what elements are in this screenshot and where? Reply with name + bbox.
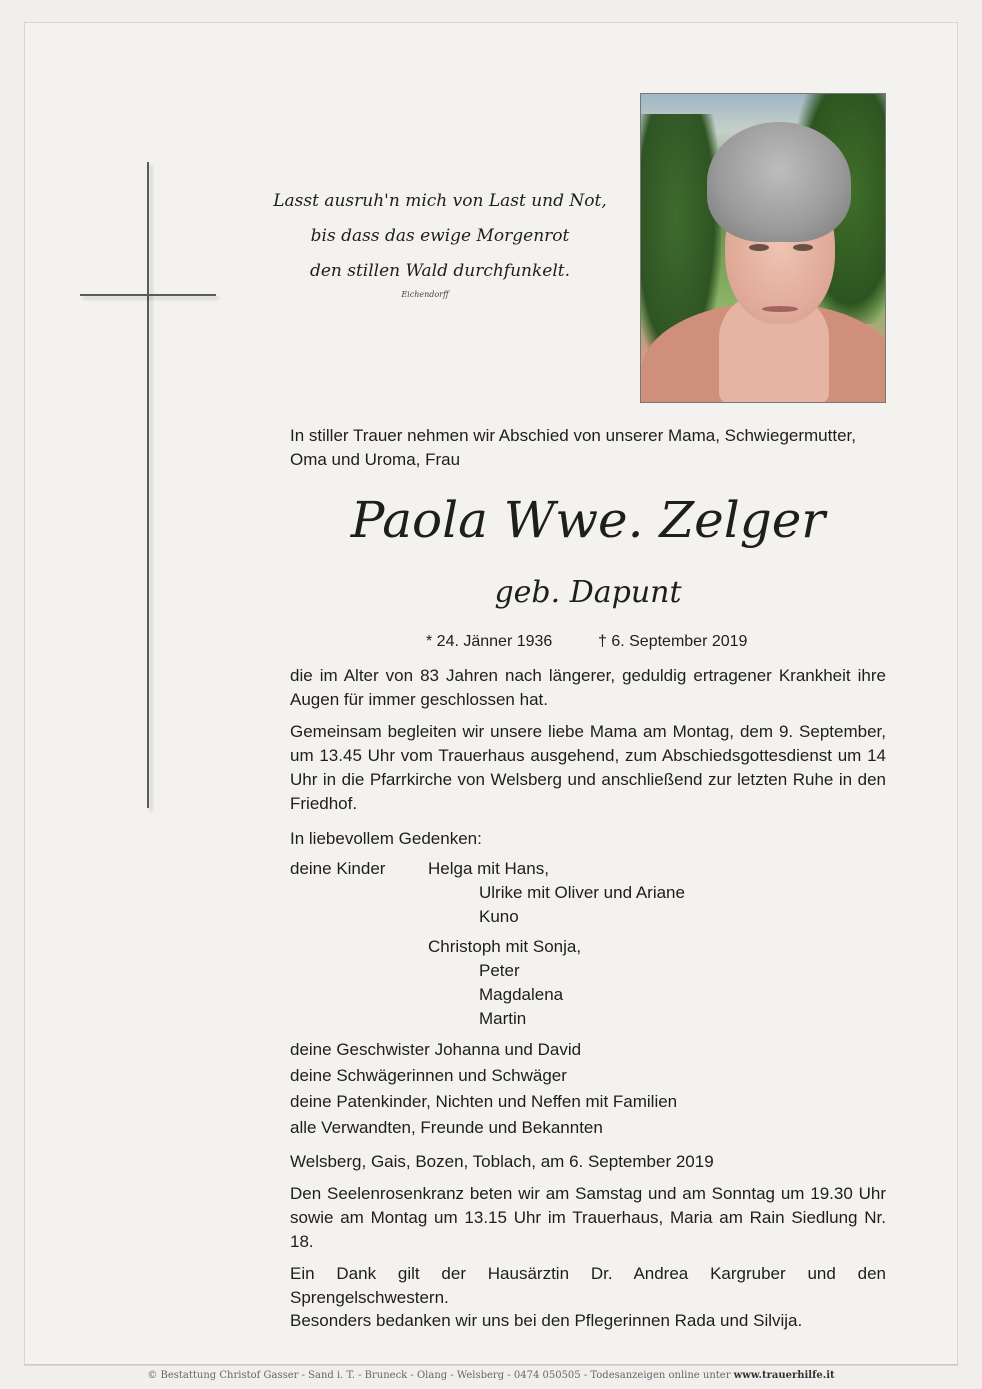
maiden-name: geb. Dapunt — [494, 575, 682, 610]
intro-text: In stiller Trauer nehmen wir Abschied von unserer Mama, Schwiegermutter, Oma und Uroma, Frau — [290, 426, 856, 469]
child-entry: Christoph mit Sonja, — [428, 937, 582, 956]
place-date: Welsberg, Gais, Bozen, Toblach, am 6. September 2019 — [290, 1152, 714, 1171]
thanks-caregivers: Besonders bedanken wir uns bei den Pflegerinnen Rada und Silvija. — [290, 1311, 803, 1330]
children-label: deine Kinder — [290, 859, 386, 878]
thanks-paragraph: Ein Dank gilt der Hausärztin Dr. Andrea Kargruber und den Sprengelschwestern. — [290, 1264, 886, 1307]
poem-quote — [270, 184, 610, 289]
footer — [0, 1370, 982, 1381]
footer-divider — [24, 1364, 958, 1365]
grandchild-entry: Magdalena — [479, 985, 564, 1004]
relatives-line: deine Geschwister Johanna und David — [290, 1040, 582, 1059]
child-entry: Helga mit Hans, — [428, 859, 549, 878]
footer-link[interactable]: www.trauerhilfe.it — [733, 1370, 835, 1381]
deceased-name: Paola Wwe. Zelger — [350, 491, 826, 549]
grandchild-entry: Peter — [479, 961, 520, 980]
quote-line: Lasst ausruh'n mich von Last und Not, — [273, 191, 607, 211]
relatives-line: alle Verwandten, Freunde und Bekannten — [290, 1118, 603, 1137]
quote-author: Eichendorff — [401, 290, 449, 299]
age-paragraph: die im Alter von 83 Jahren nach längerer, geduldig ertragener Krankheit ihre Augen für immer geschlossen hat. — [290, 666, 886, 709]
quote-line: den stillen Wald durchfunkelt. — [309, 261, 571, 281]
birth-date: * 24. Jänner 1936 — [426, 633, 553, 650]
memory-heading: In liebevollem Gedenken: — [290, 829, 482, 848]
grandchild-entry: Ulrike mit Oliver und Ariane — [479, 883, 685, 902]
death-date: † 6. September 2019 — [598, 633, 748, 650]
rosary-paragraph: Den Seelenrosenkranz beten wir am Samstag und am Sonntag um 19.30 Uhr sowie am Montag um 13.15 Uhr im Trauerhaus, Maria am Rain Siedlung Nr. 18. — [290, 1184, 886, 1251]
grandchild-entry: Kuno — [479, 907, 519, 926]
cross-vertical-bar — [147, 162, 149, 808]
footer-text: © Bestattung Christof Gasser - Sand i. T. - Bruneck - Olang - Welsberg - 0474 050505 - Todesanzeigen online unter — [147, 1370, 731, 1381]
quote-line: bis dass das ewige Morgenrot — [310, 226, 570, 246]
grandchild-entry: Martin — [479, 1009, 527, 1028]
funeral-paragraph: Gemeinsam begleiten wir unsere liebe Mama am Montag, dem 9. September, um 13.45 Uhr vom Trauerhaus ausgehend, zum Abschiedsgottesdienst um 14 Uhr in die Pfarrkirche von Welsberg und anschließend zur letzten Ruhe in den Friedhof. — [290, 722, 886, 813]
relatives-line: deine Patenkinder, Nichten und Neffen mit Familien — [290, 1092, 678, 1111]
relatives-line: deine Schwägerinnen und Schwäger — [290, 1066, 567, 1085]
portrait-photo — [640, 93, 886, 403]
cross-horizontal-bar — [80, 294, 216, 296]
